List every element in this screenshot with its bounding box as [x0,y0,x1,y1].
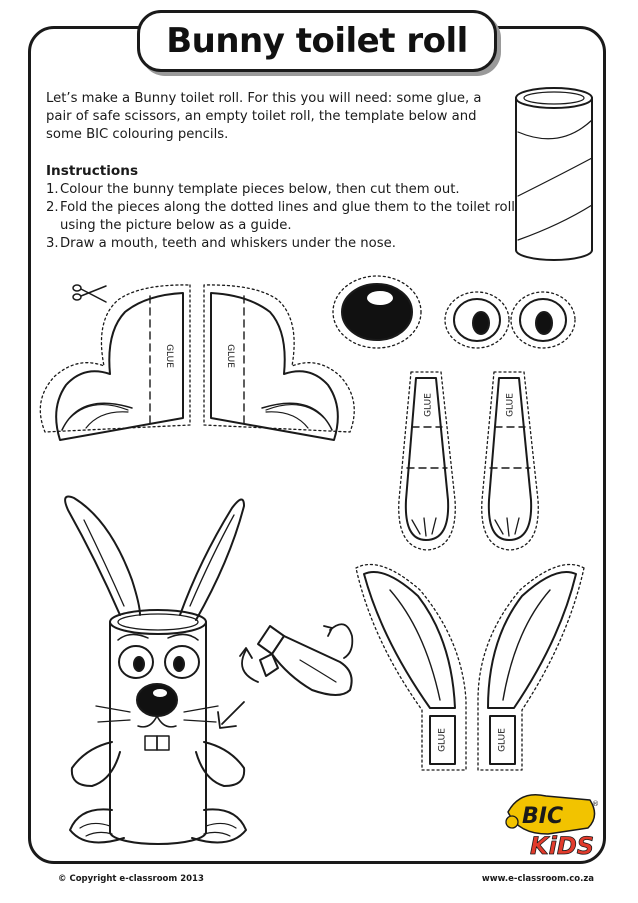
glue-label: GLUE [505,393,516,417]
instructions-heading: Instructions [46,163,139,179]
arm-template-left [399,372,456,550]
curved-arrow-icon [324,624,352,658]
footer-copyright: © Copyright e-classroom 2013 [58,874,204,884]
logo-brand-text: BIC [522,804,564,829]
arm-template-right [482,372,539,550]
instruction-step: 1. Colour the bunny template pieces below, then cut them out. [46,182,460,197]
eye-template-right [511,292,575,348]
footer-website: www.e-classroom.co.za [481,874,594,884]
logo-sub-text: KiDS [530,832,595,860]
glue-label: GLUE [497,728,508,752]
ear-template-right [478,564,584,770]
foot-template-right [204,285,354,440]
glue-label: GLUE [225,344,235,368]
instruction-step: 2. Fold the pieces along the dotted lines and glue them to the toilet roll using the picture below as a guide. [46,200,515,233]
intro-text: Let’s make a Bunny toilet roll. For this you will need: some glue, a pair of safe scissors, an empty toilet roll, the template below and some BIC colouring pencils. [46,91,482,142]
registered-mark: ® [592,800,599,808]
eye-template-left [445,292,509,348]
nose-template [333,276,421,348]
toilet-roll-illustration [516,88,592,260]
scissors-icon [73,285,106,302]
instruction-step: 3. Draw a mouth, teeth and whiskers under the nose. [46,236,396,251]
curved-arrow-icon [240,648,258,682]
arrow-icon [218,702,244,728]
finished-bunny-illustration [65,497,246,845]
ear-template-left [356,564,466,770]
glue-label: GLUE [164,344,174,368]
foot-template-left [40,285,190,440]
glue-label: GLUE [423,393,434,417]
glue-label: GLUE [437,728,448,752]
bic-kids-logo [506,795,599,860]
page-title: Bunny toilet roll [166,21,468,61]
fold-diagram [258,626,352,695]
